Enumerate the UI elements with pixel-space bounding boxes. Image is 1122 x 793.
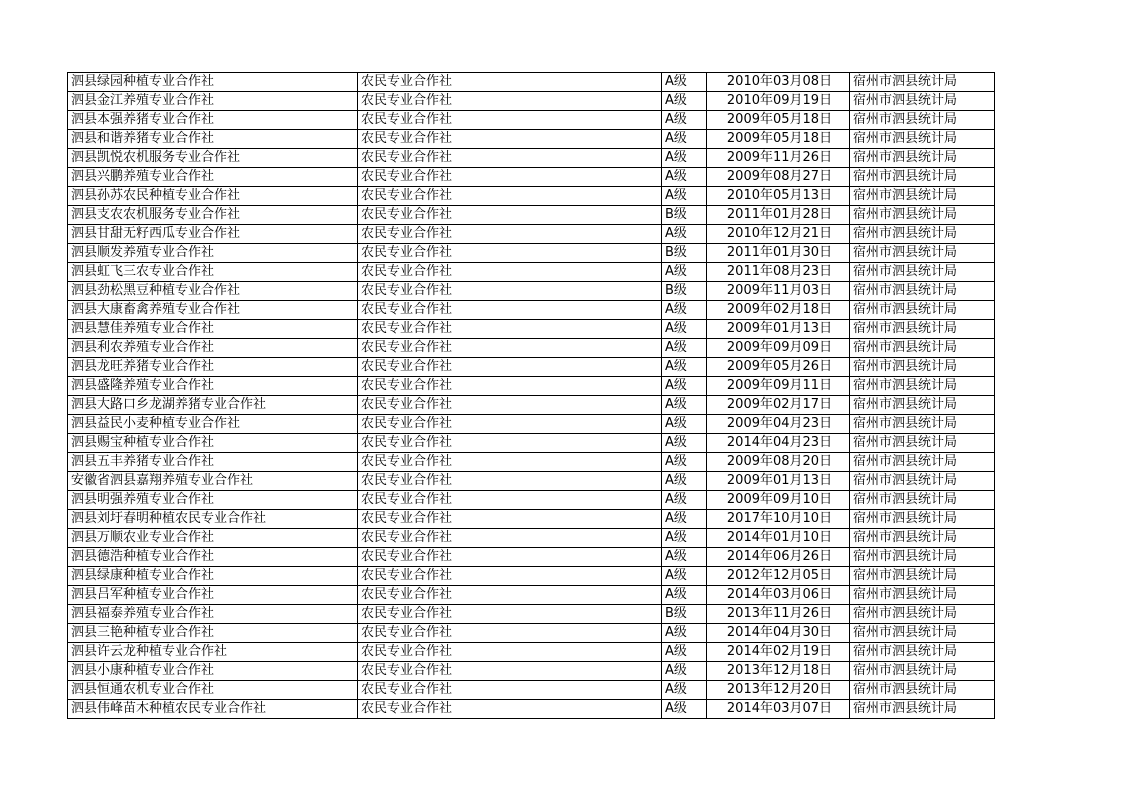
- rating-grade-cell: A级: [662, 453, 707, 472]
- issuing-agency-cell: 宿州市泗县统计局: [850, 624, 995, 643]
- organization-type-cell: 农民专业合作社: [358, 415, 662, 434]
- table-row: [68, 301, 995, 320]
- organization-type-cell: 农民专业合作社: [358, 282, 662, 301]
- organization-type-cell: 农民专业合作社: [358, 396, 662, 415]
- organization-type-cell: 农民专业合作社: [358, 301, 662, 320]
- issuing-agency-cell: 宿州市泗县统计局: [850, 567, 995, 586]
- table-row: [68, 320, 995, 339]
- rating-grade-cell: A级: [662, 149, 707, 168]
- cooperative-name-cell: 泗县金江养殖专业合作社: [68, 92, 358, 111]
- organization-type-cell: 农民专业合作社: [358, 472, 662, 491]
- organization-type-cell: 农民专业合作社: [358, 263, 662, 282]
- issuing-agency-cell: 宿州市泗县统计局: [850, 225, 995, 244]
- table-row: [68, 282, 995, 301]
- cooperative-name-cell: 泗县大康畜禽养殖专业合作社: [68, 301, 358, 320]
- organization-type-cell: 农民专业合作社: [358, 434, 662, 453]
- rating-grade-cell: A级: [662, 320, 707, 339]
- cooperative-name-cell: 泗县福泰养殖专业合作社: [68, 605, 358, 624]
- cooperative-name-cell: 安徽省泗县嘉翔养殖专业合作社: [68, 472, 358, 491]
- organization-type-cell: 农民专业合作社: [358, 320, 662, 339]
- table-row: [68, 111, 995, 130]
- rating-grade-cell: A级: [662, 263, 707, 282]
- rating-date-cell: 2011年01月30日: [707, 244, 850, 263]
- rating-grade-cell: A级: [662, 111, 707, 130]
- cooperative-name-cell: 泗县顺发养殖专业合作社: [68, 244, 358, 263]
- cooperative-name-cell: 泗县和谐养猪专业合作社: [68, 130, 358, 149]
- issuing-agency-cell: 宿州市泗县统计局: [850, 548, 995, 567]
- cooperative-name-cell: 泗县德浩种植专业合作社: [68, 548, 358, 567]
- issuing-agency-cell: 宿州市泗县统计局: [850, 206, 995, 225]
- cooperative-name-cell: 泗县盛隆养殖专业合作社: [68, 377, 358, 396]
- rating-date-cell: 2010年09月19日: [707, 92, 850, 111]
- rating-date-cell: 2013年12月20日: [707, 681, 850, 700]
- cooperative-name-cell: 泗县绿园种植专业合作社: [68, 73, 358, 92]
- organization-type-cell: 农民专业合作社: [358, 662, 662, 681]
- organization-type-cell: 农民专业合作社: [358, 225, 662, 244]
- table-row: [68, 681, 995, 700]
- cooperative-name-cell: 泗县兴鹏养殖专业合作社: [68, 168, 358, 187]
- rating-date-cell: 2009年02月18日: [707, 301, 850, 320]
- rating-date-cell: 2009年04月23日: [707, 415, 850, 434]
- table-row: [68, 130, 995, 149]
- table-body: [68, 73, 995, 719]
- rating-grade-cell: A级: [662, 586, 707, 605]
- table-row: [68, 605, 995, 624]
- organization-type-cell: 农民专业合作社: [358, 681, 662, 700]
- organization-type-cell: 农民专业合作社: [358, 73, 662, 92]
- rating-date-cell: 2009年09月11日: [707, 377, 850, 396]
- issuing-agency-cell: 宿州市泗县统计局: [850, 168, 995, 187]
- cooperative-name-cell: 泗县伟峰苗木种植农民专业合作社: [68, 700, 358, 719]
- rating-grade-cell: A级: [662, 491, 707, 510]
- rating-date-cell: 2011年01月28日: [707, 206, 850, 225]
- rating-date-cell: 2011年08月23日: [707, 263, 850, 282]
- organization-type-cell: 农民专业合作社: [358, 567, 662, 586]
- rating-grade-cell: A级: [662, 301, 707, 320]
- cooperative-name-cell: 泗县益民小麦种植专业合作社: [68, 415, 358, 434]
- table-row: [68, 73, 995, 92]
- organization-type-cell: 农民专业合作社: [358, 491, 662, 510]
- issuing-agency-cell: 宿州市泗县统计局: [850, 301, 995, 320]
- rating-grade-cell: A级: [662, 624, 707, 643]
- rating-date-cell: 2013年11月26日: [707, 605, 850, 624]
- issuing-agency-cell: 宿州市泗县统计局: [850, 339, 995, 358]
- organization-type-cell: 农民专业合作社: [358, 187, 662, 206]
- organization-type-cell: 农民专业合作社: [358, 358, 662, 377]
- issuing-agency-cell: 宿州市泗县统计局: [850, 130, 995, 149]
- table-row: [68, 700, 995, 719]
- organization-type-cell: 农民专业合作社: [358, 586, 662, 605]
- organization-type-cell: 农民专业合作社: [358, 92, 662, 111]
- rating-grade-cell: A级: [662, 358, 707, 377]
- cooperative-name-cell: 泗县大路口乡龙湖养猪专业合作社: [68, 396, 358, 415]
- rating-grade-cell: B级: [662, 282, 707, 301]
- rating-grade-cell: A级: [662, 681, 707, 700]
- table-row: [68, 92, 995, 111]
- table-row: [68, 225, 995, 244]
- issuing-agency-cell: 宿州市泗县统计局: [850, 111, 995, 130]
- rating-date-cell: 2014年06月26日: [707, 548, 850, 567]
- rating-grade-cell: A级: [662, 73, 707, 92]
- organization-type-cell: 农民专业合作社: [358, 168, 662, 187]
- rating-date-cell: 2014年04月23日: [707, 434, 850, 453]
- rating-date-cell: 2009年02月17日: [707, 396, 850, 415]
- cooperative-name-cell: 泗县恒通农机专业合作社: [68, 681, 358, 700]
- table-row: [68, 586, 995, 605]
- cooperative-name-cell: 泗县小康种植专业合作社: [68, 662, 358, 681]
- organization-type-cell: 农民专业合作社: [358, 510, 662, 529]
- table-row: [68, 567, 995, 586]
- organization-type-cell: 农民专业合作社: [358, 377, 662, 396]
- rating-date-cell: 2014年03月07日: [707, 700, 850, 719]
- rating-grade-cell: A级: [662, 225, 707, 244]
- organization-type-cell: 农民专业合作社: [358, 529, 662, 548]
- rating-date-cell: 2010年05月13日: [707, 187, 850, 206]
- table-row: [68, 396, 995, 415]
- table-row: [68, 358, 995, 377]
- table-row: [68, 491, 995, 510]
- issuing-agency-cell: 宿州市泗县统计局: [850, 586, 995, 605]
- rating-grade-cell: A级: [662, 92, 707, 111]
- issuing-agency-cell: 宿州市泗县统计局: [850, 605, 995, 624]
- table-row: [68, 187, 995, 206]
- rating-date-cell: 2017年10月10日: [707, 510, 850, 529]
- table-row: [68, 472, 995, 491]
- organization-type-cell: 农民专业合作社: [358, 149, 662, 168]
- issuing-agency-cell: 宿州市泗县统计局: [850, 73, 995, 92]
- rating-grade-cell: B级: [662, 605, 707, 624]
- organization-type-cell: 农民专业合作社: [358, 605, 662, 624]
- rating-grade-cell: A级: [662, 187, 707, 206]
- table-row: [68, 244, 995, 263]
- issuing-agency-cell: 宿州市泗县统计局: [850, 529, 995, 548]
- issuing-agency-cell: 宿州市泗县统计局: [850, 187, 995, 206]
- table-row: [68, 548, 995, 567]
- cooperative-name-cell: 泗县劲松黑豆种植专业合作社: [68, 282, 358, 301]
- rating-grade-cell: B级: [662, 244, 707, 263]
- table-row: [68, 529, 995, 548]
- rating-grade-cell: A级: [662, 529, 707, 548]
- organization-type-cell: 农民专业合作社: [358, 206, 662, 225]
- issuing-agency-cell: 宿州市泗县统计局: [850, 263, 995, 282]
- issuing-agency-cell: 宿州市泗县统计局: [850, 434, 995, 453]
- cooperative-name-cell: 泗县万顺农业专业合作社: [68, 529, 358, 548]
- table-row: [68, 377, 995, 396]
- issuing-agency-cell: 宿州市泗县统计局: [850, 244, 995, 263]
- organization-type-cell: 农民专业合作社: [358, 244, 662, 263]
- cooperative-name-cell: 泗县绿康种植专业合作社: [68, 567, 358, 586]
- organization-type-cell: 农民专业合作社: [358, 130, 662, 149]
- rating-date-cell: 2013年12月18日: [707, 662, 850, 681]
- rating-date-cell: 2009年05月18日: [707, 111, 850, 130]
- rating-grade-cell: A级: [662, 643, 707, 662]
- cooperative-name-cell: 泗县慧佳养殖专业合作社: [68, 320, 358, 339]
- issuing-agency-cell: 宿州市泗县统计局: [850, 662, 995, 681]
- rating-grade-cell: A级: [662, 396, 707, 415]
- issuing-agency-cell: 宿州市泗县统计局: [850, 396, 995, 415]
- issuing-agency-cell: 宿州市泗县统计局: [850, 472, 995, 491]
- cooperative-name-cell: 泗县三艳种植专业合作社: [68, 624, 358, 643]
- rating-date-cell: 2014年02月19日: [707, 643, 850, 662]
- table-row: [68, 206, 995, 225]
- rating-grade-cell: A级: [662, 700, 707, 719]
- cooperative-name-cell: 泗县利农养殖专业合作社: [68, 339, 358, 358]
- table-row: [68, 415, 995, 434]
- table-row: [68, 510, 995, 529]
- issuing-agency-cell: 宿州市泗县统计局: [850, 149, 995, 168]
- rating-grade-cell: A级: [662, 434, 707, 453]
- organization-type-cell: 农民专业合作社: [358, 339, 662, 358]
- cooperative-name-cell: 泗县虹飞三农专业合作社: [68, 263, 358, 282]
- table-row: [68, 453, 995, 472]
- cooperative-name-cell: 泗县本强养猪专业合作社: [68, 111, 358, 130]
- rating-date-cell: 2009年11月26日: [707, 149, 850, 168]
- rating-date-cell: 2009年01月13日: [707, 320, 850, 339]
- cooperative-name-cell: 泗县明强养殖专业合作社: [68, 491, 358, 510]
- rating-grade-cell: A级: [662, 168, 707, 187]
- organization-type-cell: 农民专业合作社: [358, 643, 662, 662]
- organization-type-cell: 农民专业合作社: [358, 453, 662, 472]
- cooperative-name-cell: 泗县五丰养猪专业合作社: [68, 453, 358, 472]
- table-row: [68, 643, 995, 662]
- cooperative-name-cell: 泗县赐宝种植专业合作社: [68, 434, 358, 453]
- rating-grade-cell: A级: [662, 567, 707, 586]
- rating-grade-cell: A级: [662, 662, 707, 681]
- rating-date-cell: 2010年12月21日: [707, 225, 850, 244]
- rating-date-cell: 2009年01月13日: [707, 472, 850, 491]
- issuing-agency-cell: 宿州市泗县统计局: [850, 681, 995, 700]
- rating-grade-cell: A级: [662, 472, 707, 491]
- issuing-agency-cell: 宿州市泗县统计局: [850, 491, 995, 510]
- cooperative-name-cell: 泗县甘甜无籽西瓜专业合作社: [68, 225, 358, 244]
- organization-type-cell: 农民专业合作社: [358, 700, 662, 719]
- issuing-agency-cell: 宿州市泗县统计局: [850, 92, 995, 111]
- cooperative-name-cell: 泗县刘圩春明种植农民专业合作社: [68, 510, 358, 529]
- issuing-agency-cell: 宿州市泗县统计局: [850, 320, 995, 339]
- organization-type-cell: 农民专业合作社: [358, 624, 662, 643]
- table-row: [68, 339, 995, 358]
- organization-type-cell: 农民专业合作社: [358, 548, 662, 567]
- rating-grade-cell: A级: [662, 130, 707, 149]
- table-row: [68, 263, 995, 282]
- issuing-agency-cell: 宿州市泗县统计局: [850, 377, 995, 396]
- issuing-agency-cell: 宿州市泗县统计局: [850, 453, 995, 472]
- issuing-agency-cell: 宿州市泗县统计局: [850, 510, 995, 529]
- issuing-agency-cell: 宿州市泗县统计局: [850, 282, 995, 301]
- rating-date-cell: 2009年08月27日: [707, 168, 850, 187]
- rating-date-cell: 2009年09月10日: [707, 491, 850, 510]
- table-row: [68, 168, 995, 187]
- rating-date-cell: 2009年09月09日: [707, 339, 850, 358]
- rating-date-cell: 2014年04月30日: [707, 624, 850, 643]
- issuing-agency-cell: 宿州市泗县统计局: [850, 643, 995, 662]
- rating-grade-cell: A级: [662, 415, 707, 434]
- rating-date-cell: 2012年12月05日: [707, 567, 850, 586]
- rating-grade-cell: A级: [662, 510, 707, 529]
- rating-date-cell: 2009年08月20日: [707, 453, 850, 472]
- rating-date-cell: 2014年01月10日: [707, 529, 850, 548]
- issuing-agency-cell: 宿州市泗县统计局: [850, 358, 995, 377]
- cooperative-name-cell: 泗县吕军种植专业合作社: [68, 586, 358, 605]
- cooperative-name-cell: 泗县支农农机服务专业合作社: [68, 206, 358, 225]
- cooperative-rating-table: [67, 72, 995, 719]
- cooperative-name-cell: 泗县凯悦农机服务专业合作社: [68, 149, 358, 168]
- cooperative-name-cell: 泗县龙旺养猪专业合作社: [68, 358, 358, 377]
- rating-date-cell: 2014年03月06日: [707, 586, 850, 605]
- organization-type-cell: 农民专业合作社: [358, 111, 662, 130]
- issuing-agency-cell: 宿州市泗县统计局: [850, 700, 995, 719]
- rating-date-cell: 2009年11月03日: [707, 282, 850, 301]
- rating-grade-cell: A级: [662, 339, 707, 358]
- cooperative-name-cell: 泗县孙苏农民种植专业合作社: [68, 187, 358, 206]
- rating-grade-cell: A级: [662, 548, 707, 567]
- table-row: [68, 434, 995, 453]
- table-row: [68, 149, 995, 168]
- rating-date-cell: 2009年05月26日: [707, 358, 850, 377]
- table-row: [68, 624, 995, 643]
- rating-date-cell: 2010年03月08日: [707, 73, 850, 92]
- rating-date-cell: 2009年05月18日: [707, 130, 850, 149]
- table-row: [68, 662, 995, 681]
- rating-grade-cell: B级: [662, 206, 707, 225]
- rating-grade-cell: A级: [662, 377, 707, 396]
- issuing-agency-cell: 宿州市泗县统计局: [850, 415, 995, 434]
- cooperative-name-cell: 泗县许云龙种植专业合作社: [68, 643, 358, 662]
